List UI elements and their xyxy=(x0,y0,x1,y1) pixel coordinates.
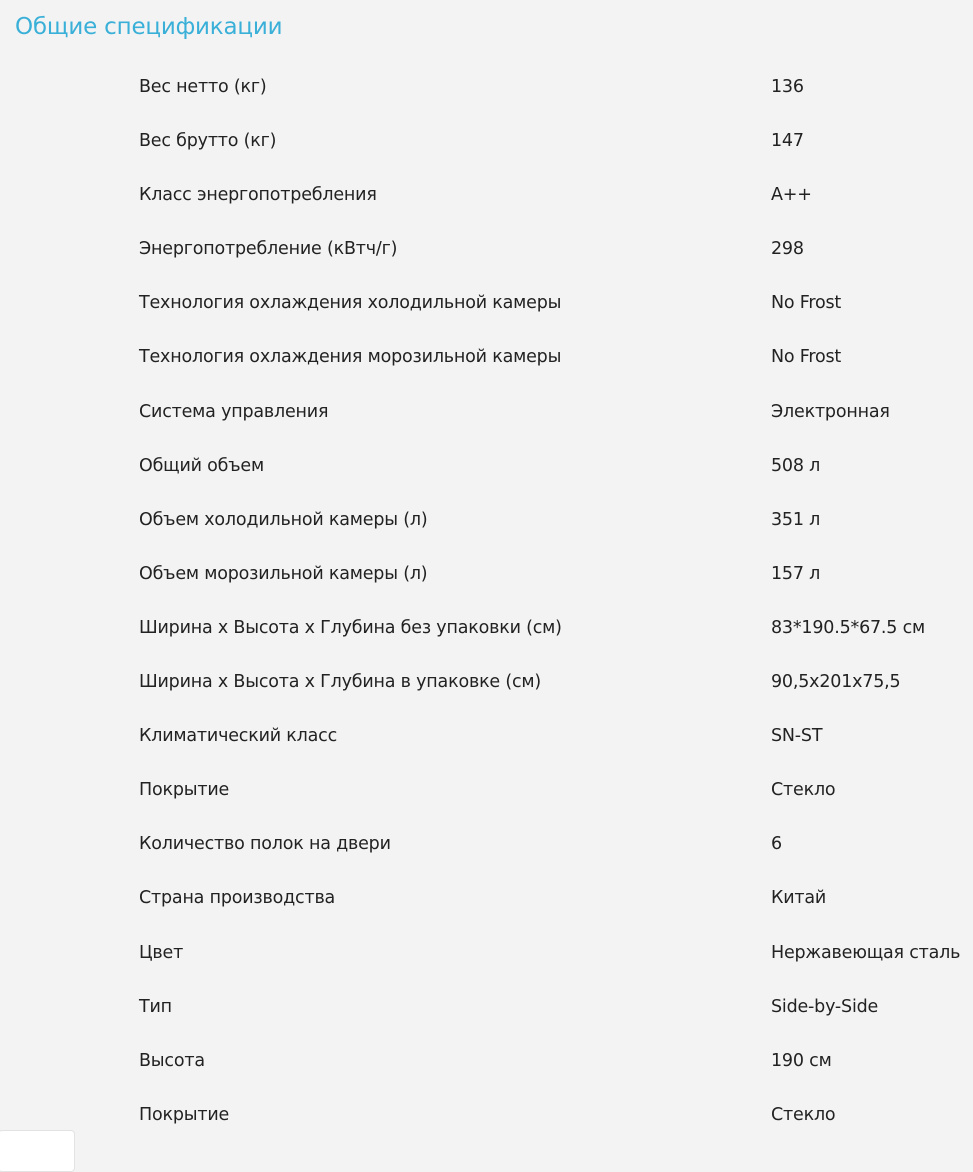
spec-value: 157 л xyxy=(771,563,821,584)
spec-row-total-volume xyxy=(0,439,973,493)
spec-label: Вес нетто (кг) xyxy=(139,77,267,97)
spec-value: 351 л xyxy=(771,509,821,530)
spec-row-control-system xyxy=(0,385,973,439)
spec-row-climate-class xyxy=(0,709,973,763)
spec-row-height xyxy=(0,1034,973,1088)
spec-label: Покрытие xyxy=(139,780,230,801)
spec-label: Общий объем xyxy=(139,455,264,476)
spec-row-color xyxy=(0,926,973,980)
spec-row-door-shelves xyxy=(0,817,973,871)
spec-row-country xyxy=(0,871,973,925)
spec-value: No Frost xyxy=(771,347,842,368)
spec-label: Высота xyxy=(139,1050,205,1071)
spec-label: Ширина x Высота x Глубина в упаковке (см) xyxy=(139,672,542,693)
spec-row-dimensions-unpacked xyxy=(0,601,973,655)
spec-value: Электронная xyxy=(771,401,890,422)
spec-row-dimensions-packed xyxy=(0,655,973,709)
spec-value: Side-by-Side xyxy=(771,996,879,1017)
spec-value: No Frost xyxy=(771,293,842,314)
spec-value: Китай xyxy=(771,888,827,909)
spec-list xyxy=(0,60,973,1142)
spec-value: 90,5x201x75,5 xyxy=(771,672,901,693)
spec-value: Нержавеющая сталь xyxy=(771,942,961,963)
spec-label: Климатический класс xyxy=(139,726,338,747)
spec-row-net-weight xyxy=(0,60,973,114)
spec-value: A++ xyxy=(771,185,812,206)
spec-value: 298 xyxy=(771,239,804,260)
spec-row-coating xyxy=(0,763,973,817)
spec-row-coating-2 xyxy=(0,1088,973,1142)
spec-label: Класс энергопотребления xyxy=(139,185,377,206)
spec-value: Стекло xyxy=(771,1104,836,1125)
spec-label: Цвет xyxy=(139,942,184,963)
spec-value: 147 xyxy=(771,131,804,152)
spec-row-freezer-cooling xyxy=(0,330,973,384)
spec-label: Покрытие xyxy=(139,1104,230,1125)
spec-row-energy-consumption xyxy=(0,222,973,276)
spec-value: Стекло xyxy=(771,780,836,801)
spec-value: 6 xyxy=(771,834,782,855)
spec-row-fridge-volume xyxy=(0,493,973,547)
spec-row-fridge-cooling xyxy=(0,276,973,330)
spec-row-gross-weight xyxy=(0,114,973,168)
spec-value: 83*190.5*67.5 см xyxy=(771,617,926,638)
spec-label: Объем морозильной камеры (л) xyxy=(139,563,428,584)
spec-label: Технология охлаждения холодильной камеры xyxy=(139,293,562,314)
spec-row-type xyxy=(0,980,973,1034)
spec-value: 190 см xyxy=(771,1050,832,1071)
spec-label: Система управления xyxy=(139,401,329,422)
spec-label: Вес брутто (кг) xyxy=(139,131,277,152)
spec-label: Энергопотребление (кВтч/г) xyxy=(139,239,398,260)
spec-label: Тип xyxy=(139,996,172,1017)
spec-label: Количество полок на двери xyxy=(139,834,391,855)
spec-label: Страна производства xyxy=(139,888,336,909)
spec-label: Ширина x Высота x Глубина без упаковки (см) xyxy=(139,617,562,638)
spec-value: 508 л xyxy=(771,455,821,476)
section-title: Общие спецификации xyxy=(15,14,283,40)
spec-row-freezer-volume xyxy=(0,547,973,601)
spec-label: Технология охлаждения морозильной камеры xyxy=(139,347,562,368)
spec-label: Объем холодильной камеры (л) xyxy=(139,509,428,530)
spec-value: 136 xyxy=(771,77,804,97)
spec-value: SN-ST xyxy=(771,726,823,747)
corner-panel xyxy=(0,1130,75,1172)
spec-row-energy-class xyxy=(0,168,973,222)
